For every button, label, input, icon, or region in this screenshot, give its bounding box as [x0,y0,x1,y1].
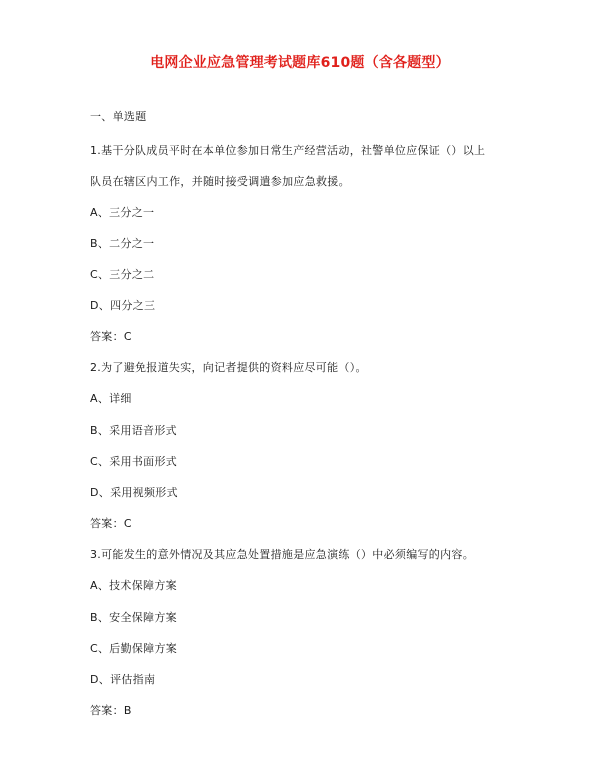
question-3-answer: 答案：B [90,704,132,717]
question-2-answer: 答案：C [90,517,132,530]
question-2-option-a: A、详细 [90,392,132,405]
question-1-option-b: B、二分之一 [90,237,155,250]
question-1-stem-line-2: 队员在辖区内工作，并随时接受调遣参加应急救援。 [90,175,350,188]
question-3-option-b: B、安全保障方案 [90,611,177,624]
document-title: 电网企业应急管理考试题库610题（含各题型） [150,55,450,71]
question-1-answer: 答案：C [90,330,132,343]
question-1-option-c: C、三分之二 [90,268,155,281]
question-1-option-a: A、三分之一 [90,206,155,219]
question-2-option-d: D、采用视频形式 [90,486,178,499]
question-3-option-c: C、后勤保障方案 [90,642,178,655]
question-1-stem-line-1: 1.基干分队成员平时在本单位参加日常生产经营活动，社警单位应保证（）以上 [90,144,486,157]
question-3-option-a: A、技术保障方案 [90,579,177,592]
question-1-option-d: D、四分之三 [90,299,156,312]
section-heading: 一、单选题 [90,110,147,123]
question-2-stem-line-1: 2.为了避免报道失实，向记者提供的资料应尽可能（）。 [90,361,367,374]
question-2-option-b: B、采用语音形式 [90,424,177,437]
question-3-option-d: D、评估指南 [90,673,156,686]
question-2-option-c: C、采用书面形式 [90,455,178,468]
question-3-stem-line-1: 3.可能发生的意外情况及其应急处置措施是应急演练（）中必须编写的内容。 [90,548,474,561]
